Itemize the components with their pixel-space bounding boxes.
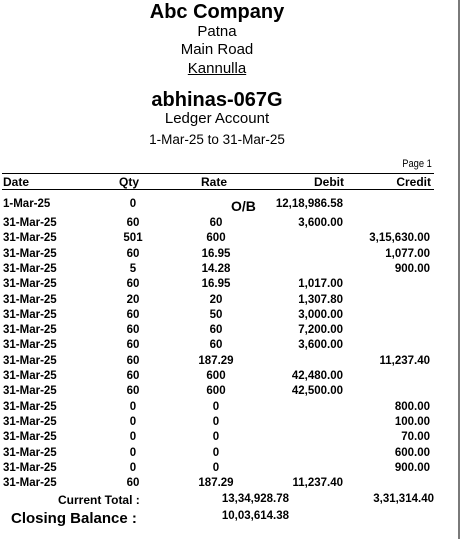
row-date: 31-Mar-25 — [3, 354, 57, 367]
row-rate: 60 — [209, 339, 223, 352]
table-row — [0, 447, 458, 462]
address-line-3: Kannulla — [187, 60, 247, 77]
column-header-credit: Credit — [396, 175, 431, 189]
row-date: 31-Mar-25 — [3, 324, 57, 337]
table-row — [0, 198, 458, 213]
table-row — [0, 324, 458, 339]
column-header-date: Date — [3, 175, 30, 189]
row-qty: 60 — [126, 370, 140, 382]
row-rate: 187.29 — [198, 354, 234, 367]
row-rate: 16.95 — [201, 278, 231, 291]
row-date: 31-Mar-25 — [3, 278, 57, 291]
row-rate: 600 — [206, 232, 226, 245]
row-qty: 60 — [126, 477, 140, 490]
row-credit: 100.00 — [394, 415, 430, 428]
row-debit: 42,480.00 — [291, 370, 343, 382]
row-rate: 0 — [212, 431, 220, 444]
row-rate: 60 — [209, 324, 223, 337]
table-row — [0, 263, 458, 278]
row-qty: 0 — [129, 400, 137, 413]
row-debit: 1,307.80 — [298, 293, 343, 306]
table-row — [0, 309, 458, 324]
opening-balance-marker: O/B — [231, 198, 256, 214]
row-date: 31-Mar-25 — [3, 370, 57, 382]
row-rate: 16.95 — [201, 247, 231, 260]
row-rate: 0 — [212, 400, 220, 413]
company-name: Abc Company — [149, 1, 285, 23]
row-qty: 0 — [129, 198, 137, 210]
row-date: 31-Mar-25 — [3, 477, 57, 490]
row-debit: 11,237.40 — [292, 477, 343, 490]
row-debit: 12,18,986.58 — [275, 198, 343, 210]
row-qty: 0 — [129, 446, 137, 459]
row-debit: 3,600.00 — [298, 339, 343, 352]
row-rate: 0 — [212, 446, 220, 459]
row-date: 31-Mar-25 — [3, 415, 57, 428]
row-date: 31-Mar-25 — [3, 293, 57, 306]
table-row — [0, 462, 458, 477]
current-total-credit: 3,31,314.40 — [373, 493, 434, 505]
row-debit: 42,500.00 — [291, 385, 343, 398]
row-qty: 60 — [126, 354, 140, 367]
closing-balance-value: 10,03,614.38 — [221, 510, 289, 522]
row-qty: 60 — [126, 278, 140, 291]
column-header-qty: Qty — [119, 175, 140, 189]
row-debit: 3,600.00 — [298, 217, 343, 229]
row-credit: 70.00 — [401, 431, 430, 444]
row-date: 31-Mar-25 — [3, 247, 57, 260]
row-date: 31-Mar-25 — [3, 308, 57, 321]
row-qty: 501 — [123, 232, 143, 245]
table-row — [0, 401, 458, 416]
row-debit: 1,017.00 — [298, 278, 343, 291]
row-qty: 60 — [126, 247, 140, 260]
table-row — [0, 431, 458, 446]
row-qty: 60 — [126, 385, 140, 398]
window-edge — [458, 0, 460, 539]
row-date: 31-Mar-25 — [3, 232, 57, 245]
table-row — [0, 217, 458, 232]
row-rate: 14.28 — [201, 262, 231, 275]
row-qty: 0 — [129, 461, 137, 474]
table-header-rule — [2, 189, 434, 190]
row-qty: 60 — [126, 217, 140, 229]
row-date: 31-Mar-25 — [3, 385, 57, 398]
column-header-rate: Rate — [201, 175, 228, 189]
row-date: 31-Mar-25 — [3, 461, 57, 474]
row-rate: 600 — [206, 370, 226, 382]
row-debit: 7,200.00 — [298, 324, 343, 337]
table-row — [0, 385, 458, 400]
table-row — [0, 248, 458, 263]
row-qty: 20 — [126, 293, 140, 306]
row-date: 31-Mar-25 — [3, 217, 57, 229]
current-total-debit: 13,34,928.78 — [221, 493, 289, 505]
row-qty: 60 — [126, 308, 140, 321]
current-total-label: Current Total : — [58, 493, 140, 507]
table-row — [0, 339, 458, 354]
report-title: Ledger Account — [164, 110, 270, 127]
row-credit: 900.00 — [394, 262, 430, 275]
row-qty: 0 — [129, 415, 137, 428]
page-number: Page 1 — [402, 158, 432, 170]
row-qty: 60 — [126, 339, 140, 352]
row-credit: 800.00 — [394, 400, 430, 413]
row-credit: 3,15,630.00 — [369, 232, 430, 245]
row-qty: 0 — [129, 431, 137, 444]
row-date: 31-Mar-25 — [3, 339, 57, 352]
row-date: 31-Mar-25 — [3, 400, 57, 413]
row-debit: 3,000.00 — [298, 308, 343, 321]
address-line-2: Main Road — [180, 41, 254, 58]
row-credit: 900.00 — [394, 461, 430, 474]
table-row — [0, 477, 458, 492]
row-credit: 1,077.00 — [385, 247, 430, 260]
row-date: 31-Mar-25 — [3, 431, 57, 444]
row-date: 31-Mar-25 — [3, 446, 57, 459]
row-date: 31-Mar-25 — [3, 262, 57, 275]
table-row — [0, 370, 458, 385]
row-qty: 60 — [126, 324, 140, 337]
table-row — [0, 232, 458, 247]
table-row — [0, 355, 458, 370]
table-row — [0, 278, 458, 293]
party-name: abhinas-067G — [151, 89, 283, 111]
row-date: 1-Mar-25 — [3, 198, 51, 210]
row-rate: 600 — [206, 385, 226, 398]
row-rate: 0 — [212, 461, 220, 474]
row-rate: 60 — [209, 217, 223, 229]
closing-balance-label: Closing Balance : — [11, 510, 137, 527]
table-row — [0, 416, 458, 431]
row-rate: 20 — [209, 293, 223, 306]
report-period: 1-Mar-25 to 31-Mar-25 — [149, 132, 285, 147]
row-credit: 11,237.40 — [379, 354, 430, 367]
row-qty: 5 — [129, 262, 137, 275]
row-rate: 50 — [209, 308, 223, 321]
row-credit: 600.00 — [394, 446, 430, 459]
table-row — [0, 294, 458, 309]
row-rate: 0 — [212, 415, 220, 428]
row-rate: 187.29 — [198, 477, 234, 490]
table-top-rule — [2, 173, 434, 174]
address-line-1: Patna — [197, 23, 237, 40]
column-header-debit: Debit — [314, 175, 344, 189]
